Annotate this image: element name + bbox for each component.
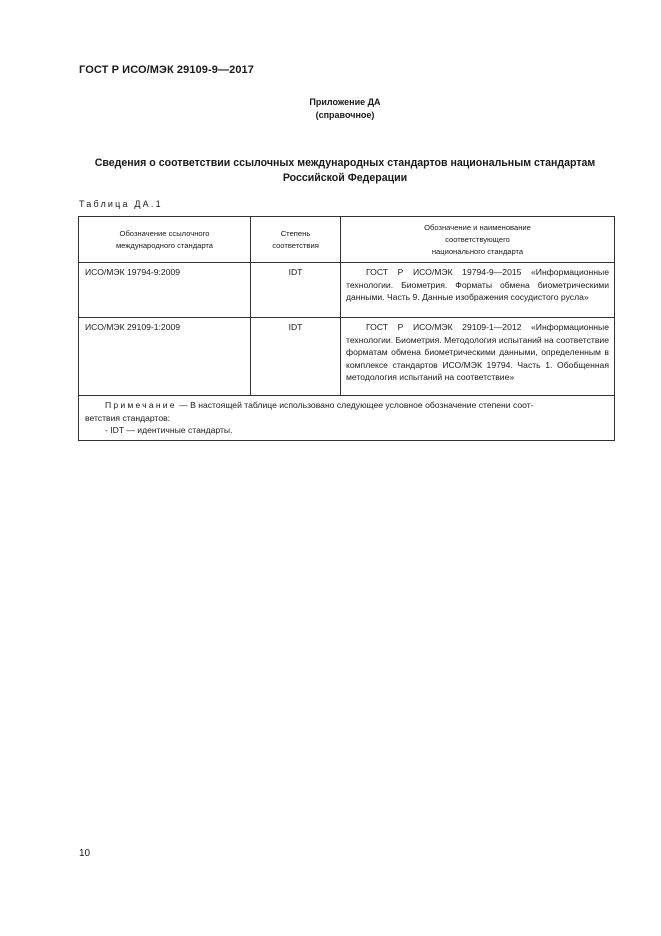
table-row (79, 263, 615, 318)
table-header-row (79, 217, 615, 263)
table-row (79, 318, 615, 396)
note-text: — В настоящей таблице использовано следующее условное обозначение степени соот- (176, 400, 534, 410)
document-code: ГОСТ Р ИСО/МЭК 29109-9—2017 (79, 64, 254, 76)
note-legend-item: - IDT — идентичные стандарты. (105, 425, 233, 436)
table-note (79, 396, 615, 441)
section-heading-line2: Российской Федерации (282, 172, 408, 184)
page-number: 10 (79, 848, 91, 859)
header-international-standard: Обозначение ссылочного международного стандарта (79, 217, 251, 263)
correspondence-table (78, 216, 615, 441)
cell-international-standard: ИСО/МЭК 29109-1:2009 (79, 318, 251, 396)
appendix-subtitle: (справочное) (315, 110, 375, 120)
note-label: Примечание (105, 400, 177, 410)
cell-degree: IDT (251, 263, 341, 318)
note-text-continued: ветствия стандартов: (85, 412, 171, 423)
table-caption: Таблица ДА.1 (79, 199, 163, 209)
header-national-standard: Обозначение и наименование соответствующего национального стандарта (341, 217, 615, 263)
appendix-title: Приложение ДА (309, 97, 381, 107)
cell-international-standard: ИСО/МЭК 19794-9:2009 (79, 263, 251, 318)
section-heading (0, 156, 661, 186)
cell-national-standard: ГОСТ Р ИСО/МЭК 29109-1—2012 «Информационные технологии. Биометрия. Методология испытаний на соответствие форматам обмена биометрическими данными, определенным в комплексе стандартов ИСО/МЭК 19794. Часть 1. Обобщенная методология испытаний на соответствие» (341, 318, 615, 396)
header-degree: Степень соответствия (251, 217, 341, 263)
cell-national-standard: ГОСТ Р ИСО/МЭК 19794-9—2015 «Информационные технологии. Биометрия. Форматы обмена биометрическими данными. Часть 9. Данные изображения сосудистого русла» (341, 263, 615, 318)
table-note-row (79, 396, 615, 441)
section-heading-line1: Сведения о соответствии ссылочных международных стандартов национальным стандартам (94, 157, 596, 169)
appendix-heading (0, 96, 661, 122)
cell-degree: IDT (251, 318, 341, 396)
